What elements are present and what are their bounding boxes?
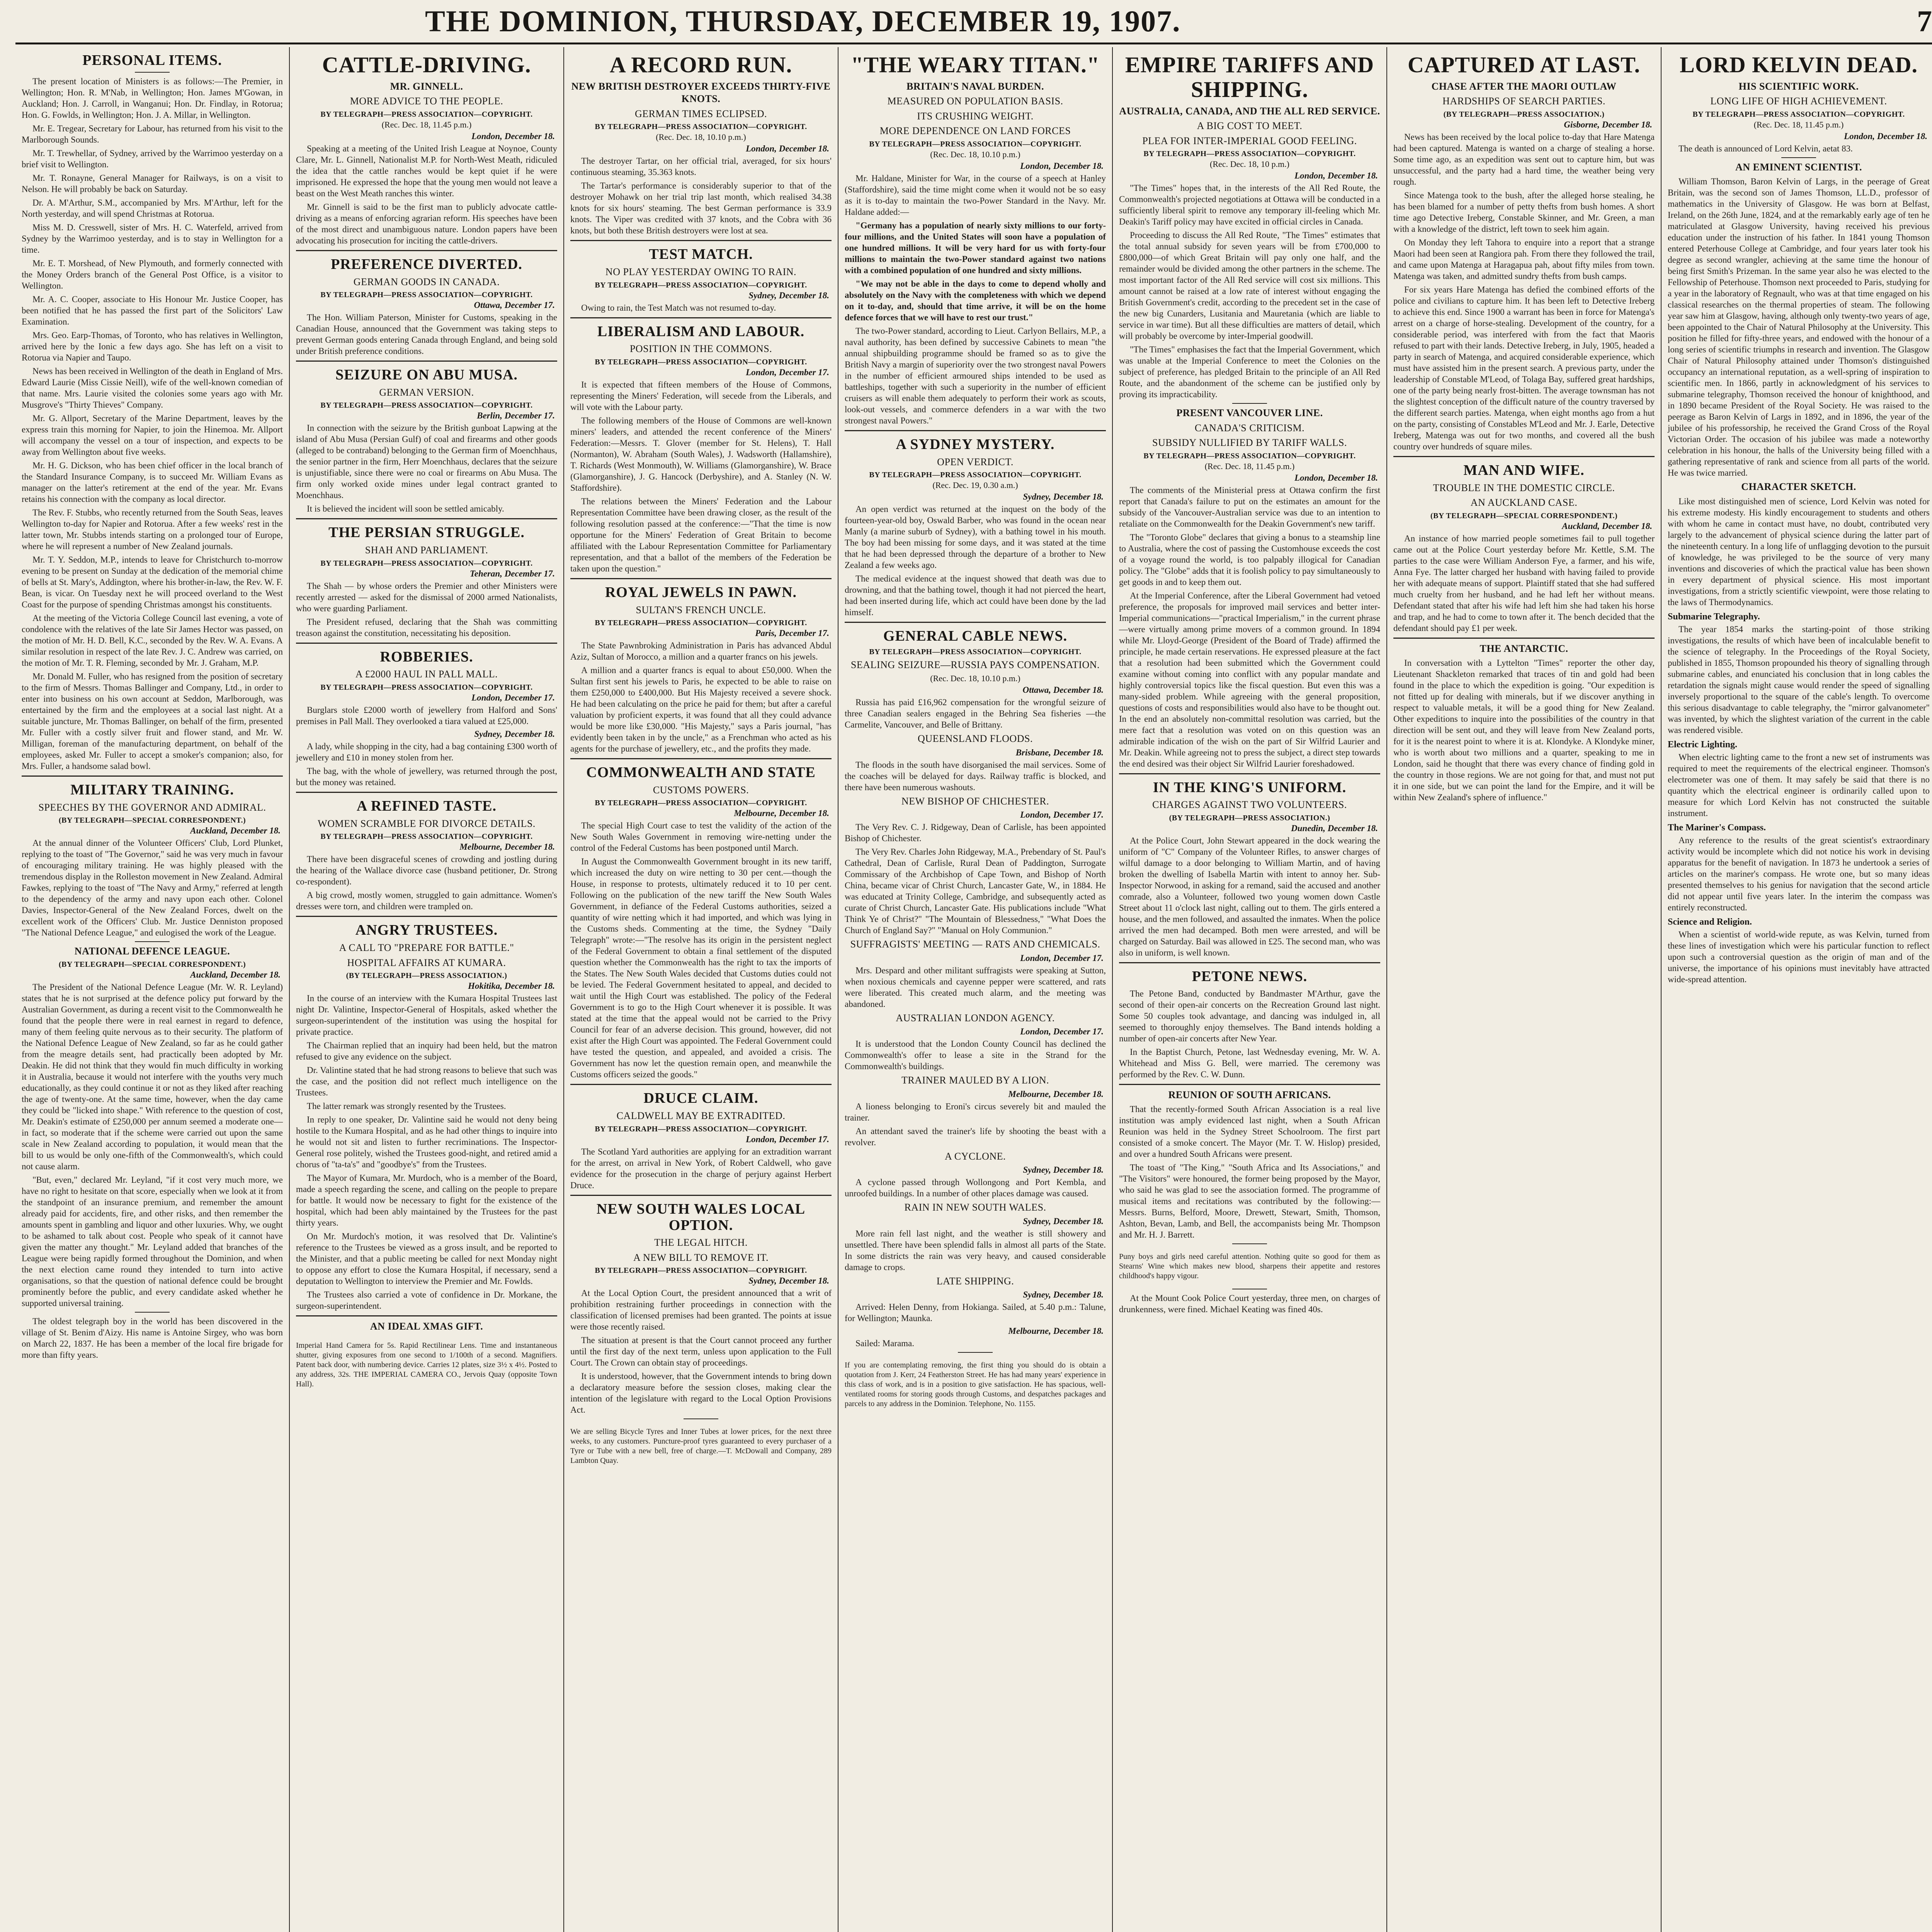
paragraph: Mr. Haldane, Minister for War, in the course of a speech at Hanley (Staffordshire), said the time might come when it would not be so easy as it is to-day to maintain the two-Power Standard in the Navy. Mr. Haldane added:—: [845, 173, 1106, 217]
dateline: Sydney, December 18.: [1023, 492, 1104, 502]
paragraph: A lady, while shopping in the city, had a bag containing £300 worth of jewellery and £10 in money stolen from her.: [296, 741, 557, 762]
subheadline: SUBSIDY NULLIFIED BY TARIFF WALLS.: [1152, 437, 1347, 449]
dateline: Sydney, December 18.: [748, 1276, 829, 1286]
dateline: Gisborne, December 18.: [1564, 119, 1652, 129]
paragraph: The Tartar's performance is considerably superior to that of the destroyer Mohawk on her trial trip last month, which realised 34.38 knots for six hours' steaming. The best German performance is 33.9 knots. The Viper was credited with 37 knots, and the Cobra with 36 knots, but both these British destroyers were lost at sea.: [570, 181, 832, 236]
paragraph: Dr. Valintine stated that he had strong reasons to believe that such was the case, and the position did not reflect much intelligence on the Trustees.: [296, 1065, 557, 1098]
paragraph: Mrs. Despard and other militant suffragists were speaking at Sutton, when noxious chemicals and cayenne pepper were scattered, and rats were liberated. This created much alarm, and the meeting was abandoned.: [845, 965, 1106, 1009]
headline-general-cable-news: GENERAL CABLE NEWS.: [883, 628, 1068, 645]
divider: [845, 430, 1106, 431]
headline-personal-items: PERSONAL ITEMS.: [82, 52, 222, 68]
headline-lord-kelvin-dead: LORD KELVIN DEAD.: [1680, 52, 1918, 77]
byline: BY TELEGRAPH—PRESS ASSOCIATION—COPYRIGHT.: [595, 1124, 807, 1133]
paragraph: At the meeting of the Victoria College Council last evening, a vote of condolence with the relatives of the late Sir James Hector was passed, on the motion of Mr. H. D. Bell, K.C., seconded by the Rev. W. A. Evans. A similar resolution in respect of the late Rev. J. C. Andrew was carried, on the motion of Mr. T. R. Fleming, seconded by Mr. J. Graham, M.P.: [22, 613, 283, 668]
dateline: Sydney, December 18.: [474, 729, 555, 739]
subheadline: OPEN VERDICT.: [937, 456, 1014, 468]
dateline: Sydney, December 18.: [1023, 1290, 1104, 1300]
subheadline: LATE SHIPPING.: [936, 1275, 1014, 1287]
headline-liberalism-labour: LIBERALISM AND LABOUR.: [597, 323, 805, 340]
divider: [296, 643, 557, 644]
paragraph: An attendant saved the trainer's life by shooting the beast with a revolver.: [845, 1126, 1106, 1147]
received-time: (Rec. Dec. 19, 0.30 a.m.): [932, 480, 1018, 490]
paragraph: The comments of the Ministerial press at Ottawa confirm the first report that Canada's failure to put on the estimates an amount for the subsidy of the Vancouver-Australian service was due to an intention to retaliate on the Commonwealth for the Deakin Government's new tariff.: [1119, 485, 1380, 529]
byline: BY TELEGRAPH—PRESS ASSOCIATION—COPYRIGHT.: [869, 139, 1082, 148]
paragraph: Russia has paid £16,962 compensation for the wrongful seizure of three Canadian sealers engaged in the Behring Sea fisheries —the Carmelite, Vancouver, and Belle of Brittany.: [845, 697, 1106, 730]
subheadline: HIS SCIENTIFIC WORK.: [1738, 80, 1859, 92]
divider: [296, 518, 557, 519]
subheadline: PLEA FOR INTER-IMPERIAL GOOD FEELING.: [1142, 135, 1357, 146]
headline-captured-at-last: CAPTURED AT LAST.: [1408, 52, 1640, 77]
paragraph: The relations between the Miners' Federation and the Labour Representation Committee have been drawing closer, as the result of the following resolution passed at the conference:—"That the time is now opportune for the Miners' Federation of Great Britain to become affiliated with the Labour Representation Committee for Parliamentary representation, and that a ballot of the members of the Federation be taken upon the question.": [570, 496, 832, 573]
headline-petone-news: PETONE NEWS.: [1192, 968, 1308, 985]
paragraph: The President of the National Defence League (Mr. W. R. Leyland) states that he is not surprised at the defence policy put forward by the Australian Government, as during a recent visit to the Commonwealth he found that the people there were in real earnest in regard to defence, many of them feeling quite nervous as to their security. The platform of the National Defence League of New Zealand, so far as he could gather from the meagre details sent, had practically been adopted by Mr. Deakin. He did not think that they would fin much difficulty in working it in Australia, because it would not interfere with the youths very much educationally, as they could continue it or not as they liked after reaching the age of twenty-one. At the same time, however, when the day came they could be "licked into shape." With reference to the question of cost, Mr. Deakin's estimate of £250,000 per annum seemed a moderate one—in fact, so moderate that if the scheme were carried out upon the same scale in New Zealand according to population, it would mean that the bill to us would be only one-fifth of the Commonwealth's, which could not cause alarm.: [22, 982, 283, 1171]
headline-nsw-local-option: NEW SOUTH WALES LOCAL OPTION.: [596, 1201, 806, 1233]
subheadline: TRAINER MAULED BY A LION.: [901, 1075, 1049, 1086]
byline: BY TELEGRAPH—PRESS ASSOCIATION—COPYRIGHT.: [595, 619, 807, 628]
headline-seizure-abu-musa: SEIZURE ON ABU MUSA.: [335, 367, 518, 383]
paragraph: The medical evidence at the inquest showed that death was due to drowning, and that the bathing towel, though it had not pierced the heart, had been inserted during life, which act could have been done by the lad himself.: [845, 574, 1106, 617]
byline: BY TELEGRAPH—PRESS ASSOCIATION—COPYRIGHT.: [869, 471, 1082, 480]
paragraph: The following members of the House of Commons are well-known miners' leaders, and attended the recent conference of the Miners' Federation:—Messrs. T. Glover (member for St. Helens), T. Hall (Normanton), W. Abraham (South Wales), J. Wadsworth (Hallamshire), T. Richards (West Monmouth), W. Williams (Glamorganshire), W. Brace (Glamorganshire), J. G. Hancock (Derbyshire), and A. Stanley (N. W. Staffordshire).: [570, 415, 832, 493]
dateline: Auckland, December 18.: [1562, 521, 1652, 531]
subheadline: AUSTRALIA, CANADA, AND THE ALL RED SERVICE.: [1119, 105, 1380, 117]
subheadline: NEW BISHOP OF CHICHESTER.: [901, 795, 1049, 807]
columns: [15, 47, 1932, 1932]
divider: [958, 1352, 993, 1353]
paragraph: Arrived: Helen Denny, from Hokianga. Sailed, at 5.40 p.m.: Talune, for Wellington; Maunka.: [845, 1302, 1106, 1323]
subheadline: LONG LIFE OF HIGH ACHIEVEMENT.: [1710, 95, 1887, 107]
headline-druce-claim: DRUCE CLAIM.: [643, 1090, 759, 1107]
subheadline: CANADA'S CRITICISM.: [1194, 422, 1305, 434]
divider: [1232, 403, 1267, 404]
dateline: London, December 18.: [746, 144, 829, 154]
received-time: (Rec. Dec. 18, 10 p.m.): [1210, 159, 1289, 169]
paragraph: William Thomson, Baron Kelvin of Largs, in the peerage of Great Britain, was the second son of James Thomson, LL.D., professor of mathematics in the University of Glasgow. He was born at Belfast, Ireland, on the 26th June, 1824, and at the remarkably early age of ten he matriculated at Glasgow University, having received his previous education under the instruction of his father. In 1841 young Thomson entered Peterhouse College at Cambridge, and four years later took his degree as second wrangler, achieving at the same time the honour of being first Smith's Prizeman. In the same year also he was elected to the Fellowship of Peterhouse. Thomson next proceeded to Paris, studying for a year in the laboratory of Regnault, who was at that time engaged on his classical researches on the thermal properties of steam. The following year saw him at Glasgow, having, although only twenty-two years of age, been appointed to the Chair of Natural Philosophy at the University. This position he filled for fifty-three years, and endowed with the honour of a long series of scientific triumphs in research and invention. The Glasgow Chair of Natural Philosophy attained under Thomson's distinguished occupancy an international reputation, as a well-spring of inspiration to scientific men. In 1866, partly in acknowledgment of his services to submarine telegraphy, Thomson received the honour of knighthood, and in 1890 became President of the Royal Society. He was raised to the peerage as Baron Kelvin of Largs in 1892, and in 1896, the year of the jubilee of his professorship, he received the Grand Cross of the Royal Victorian Order. The occasion of his jubilee was made a noteworthy celebration in his honour, the halls of the University being filled with a gathering representative of rank and science from all parts of the world. He was twice married.: [1668, 177, 1930, 478]
divider: [1119, 1084, 1380, 1085]
subheadline: A £2000 HAUL IN PALL MALL.: [355, 668, 498, 680]
subheadline: HARDSHIPS OF SEARCH PARTIES.: [1442, 95, 1605, 107]
subheadline: MEASURED ON POPULATION BASIS.: [887, 95, 1063, 107]
subheadline: GERMAN GOODS IN CANADA.: [353, 276, 500, 287]
subheadline: A CALL TO "PREPARE FOR BATTLE.": [339, 942, 514, 954]
dateline: Hokitika, December 18.: [468, 981, 555, 991]
paragraph: In the course of an interview with the Kumara Hospital Trustees last night Dr. Valintine, Inspector-General of Hospitals, asked whether the surgeon-superintendent of the institution was using the hospital for private practice.: [296, 993, 557, 1037]
paragraph: At the annual dinner of the Volunteer Officers' Club, Lord Plunket, replying to the toast of "The Governor," said he was very much in favour of encouraging military training. He was highly pleased with the tremendous display in the Rolleston movement in New Zealand. Admiral Fawkes, replying to the toast of "The Navy and Army," referred at length to the dependency of the army and navy upon each other. Colonel Davies, Inspector-General of the New Zealand Forces, dwelt on the excellent work of the Officers' Club. Mr. Justice Denniston proposed "The National Defence League," and eulogised the work of the League.: [22, 838, 283, 938]
paragraph: A lioness belonging to Eroni's circus severely bit and mauled the trainer.: [845, 1101, 1106, 1122]
paragraph: On Mr. Murdoch's motion, it was resolved that Dr. Valintine's reference to the Trustees be viewed as a gross insult, and be reported to the Minister, and that a public meeting be called for next Monday night to oppose any effort to close the Kumara Hospital, if necessary, send a deputation to Wellington to interview the Premier and Mr. Fowlds.: [296, 1231, 557, 1286]
paragraph: The present location of Ministers is as follows:—The Premier, in Wellington; Hon. R. M'Nab, in Wellington; Hon. James M'Gowan, in Auckland; Hon. J. Carroll, in Wanganui; Hon. Dr. Findlay, in Rotorua; Hon. G. Fowlds, in Wellington; Hon. J. A. Millar, in Wellington.: [22, 76, 283, 120]
byline: BY TELEGRAPH—PRESS ASSOCIATION—COPYRIGHT.: [595, 122, 807, 131]
divider: [684, 1418, 718, 1419]
subheadline: BRITAIN'S NAVAL BURDEN.: [906, 80, 1044, 92]
headline-military-training: MILITARY TRAINING.: [70, 781, 234, 798]
paragraph: In the Baptist Church, Petone, last Wednesday evening, Mr. W. A. Whitehead and Miss G. Bell, were married. The ceremony was performed by the Rev. C. W. Dunn.: [1119, 1047, 1380, 1079]
byline: BY TELEGRAPH—PRESS ASSOCIATION—COPYRIGHT.: [595, 799, 807, 808]
divider: [296, 1315, 557, 1316]
paragraph: Miss M. D. Cresswell, sister of Mrs. H. C. Waterfeld, arrived from Sydney by the Warrimoo yesterday, and is to stay in Wellington for a time.: [22, 222, 283, 255]
paragraph: The floods in the south have disorganised the mail services. Some of the coaches will be delayed for days. Railway traffic is blocked, and there have been numerous washouts.: [845, 760, 1106, 792]
paragraph: At the Police Court, John Stewart appeared in the dock wearing the uniform of "C" Company of the Volunteer Rifles, to answer charges of wilful damage to a door belonging to William Martin, and of having broken the dwelling of Isabella Martin with intent to annoy her. Sub-Inspector Norwood, in asking for a remand, said the accused and another comrade, also a Volunteer, followed two young women down Castle Street about 11 o'clock last night, calling out to them. The girls entered a house, and the men followed, and assaulted the inmates. When the police arrived the men had decamped. Both men were arrested, and will be charged on Saturday. Bail was allowed in £25. The second man, who was also in uniform, is well known.: [1119, 835, 1380, 957]
paragraph: Proceeding to discuss the All Red Route, "The Times" estimates that the total annual subsidy for seven years will be from £700,000 to £800,000—of which Great Britain will pay only one half, and the remainder would be divided among the other partners in the scheme. The most important factor of the All Red service will cost six millions. This amount cannot be raised at a low rate of interest without engaging the British Government's credit, according to the precedent set in the case of the new big Cunarders, Lusitania and Mauretania (which are liable to service in war time). But all these difficulties are matters of detail, which will probably be overcome by inter-Imperial goodwill.: [1119, 230, 1380, 341]
divider: [135, 72, 170, 73]
subheadline: THE LEGAL HITCH.: [654, 1237, 748, 1248]
paragraph: It is believed the incident will soon be settled amicably.: [307, 504, 504, 514]
paragraph: Dr. A. M'Arthur, S.M., accompanied by Mrs. M'Arthur, left for the North yesterday, and will spend Christmas at Rotorua.: [22, 197, 283, 219]
divider: [296, 916, 557, 917]
paragraph: Mr. T. Y. Seddon, M.P., intends to leave for Christchurch to-morrow evening to be present on Sunday at the dedication of the memorial chime of bells at St. Mary's, Addington, where his brother-in-law, the Rev. W. F. Bean, is vicar. On Tuesday next he will proceed overland to the West Coast for the purpose of spending Christmas amongst his constituents.: [22, 554, 283, 609]
paragraph: The Shah — by whose orders the Premier and other Ministers were recently arrested — asked for the dismissal of 2000 armed Nationalists, who were guarding Parliament.: [296, 581, 557, 613]
column-3: [564, 47, 838, 1932]
dateline: Ottawa, December 17.: [474, 300, 555, 310]
dateline: London, December 18.: [1294, 171, 1378, 181]
paragraph: When a scientist of world-wide repute, as was Kelvin, turned from these lines of investigation which were his particular function to reflect upon such a controversial question as the origin of man and of the universe, the importance of his opinions must inevitably have attracted wide-spread attention.: [1668, 929, 1930, 984]
advertisement-text: We are selling Bicycle Tyres and Inner Tubes at lower prices, for the next three weeks, to any customers. Puncture-proof tyres guaranteed to every purchaser of a Tyre or Tube with a new bell, free of charge.—T. McDowall and Company, 289 Lambton Quay.: [570, 1427, 832, 1465]
subheadline: A BIG COST TO MEET.: [1197, 120, 1303, 132]
paragraph: The situation at present is that the Court cannot proceed any further until the first day of the next term, unless upon application to the Full Court. The Crown can obtain stay of proceedings.: [570, 1335, 832, 1368]
headline-empire-tariffs: EMPIRE TARIFFS AND SHIPPING.: [1125, 52, 1374, 102]
paragraph: When electric lighting came to the front a new set of instruments was required to meet the requirements of the electrical engineer. Thomson's electrometer was one of them. It may safely be said that there is no quantity which the electrical engineer is ordinarily called upon to measure for which Lord Kelvin has not constructed the suitable instrument.: [1668, 752, 1930, 818]
dateline: Sydney, December 18.: [1023, 1165, 1104, 1175]
column-7: [1662, 47, 1932, 1932]
paragraph: An open verdict was returned at the inquest on the body of the fourteen-year-old boy, Oswald Barber, who was found in the ocean near Manly (a marine suburb of Sydney), with a bathing towel in his mouth. The boy had been missing for some days, and it was stated at the time that he had been depressed through the departure of a brother to New Zealand a few weeks ago.: [845, 504, 1106, 570]
dateline: Sydney, December 18.: [748, 290, 829, 300]
masthead-rule: [15, 43, 1932, 44]
subheadline: GERMAN VERSION.: [379, 386, 474, 398]
divider: [570, 1084, 832, 1085]
paragraph: The Trustees also carried a vote of confidence in Dr. Morkane, the surgeon-superintendent.: [296, 1290, 557, 1311]
dateline: Melbourne, December 18.: [1008, 1326, 1104, 1336]
subheadline: AN EMINENT SCIENTIST.: [1735, 161, 1862, 173]
byline: (BY TELEGRAPH—SPECIAL CORRESPONDENT.): [1430, 511, 1618, 520]
paragraph: Mrs. Geo. Earp-Thomas, of Toronto, who has relatives in Wellington, arrived here by the Ionic a few days ago. She has left on a visit to Rotorua via Napier and Taupo.: [22, 330, 283, 362]
headline-antarctic: THE ANTARCTIC.: [1480, 643, 1568, 654]
column-6: [1387, 47, 1662, 1932]
dateline: Sydney, December 18.: [1023, 1216, 1104, 1226]
byline: BY TELEGRAPH—PRESS ASSOCIATION—COPYRIGHT.: [320, 559, 533, 568]
byline: BY TELEGRAPH—PRESS ASSOCIATION—COPYRIGHT.: [595, 1266, 807, 1275]
dateline: Melbourne, December 18.: [734, 808, 829, 818]
subheadline: HOSPITAL AFFAIRS AT KUMARA.: [347, 957, 506, 968]
dateline: Brisbane, December 18.: [1015, 747, 1104, 757]
headline-kings-uniform: IN THE KING'S UNIFORM.: [1153, 779, 1347, 796]
dateline: Dunedin, December 18.: [1291, 823, 1378, 833]
column-2: [290, 47, 564, 1932]
dateline: Berlin, December 17.: [477, 411, 555, 421]
byline: BY TELEGRAPH—PRESS ASSOCIATION—COPYRIGHT.: [320, 291, 533, 299]
headline-persian-struggle: THE PERSIAN STRUGGLE.: [328, 524, 525, 541]
received-time: (Rec. Dec. 18, 11.45 p.m.): [1753, 119, 1844, 129]
subheadline: SULTAN'S FRENCH UNCLE.: [636, 604, 766, 616]
paragraph: For six years Hare Matenga has defied the combined efforts of the police and civilians to capture him. It has been left to Detective Ireberg to achieve this end. Since 1900 a warrant has been in force for Matenga's arrest on a charge of horse-stealing. Development of the country, for a considerable period, was interfered with from the fact that Maoris refused to part with their lands. Detective Ireberg, in July, 1905, headed a party in search of Matenga, and acquired considerable experience, which must have assisted him in the present search. A previous party, under the leadership of Constable M'Leod, of Tolaga Bay, suffered great hardships, one of the party being nearly frost-bitten. The average townsman has not the slightest conception of the difficult nature of the country traversed by the different search parties. Matenga, when eight months ago from a hut on the party, consisting of Constables M'Leod and Mr. J. Earle, Detective Ireberg, Matenga was out for two months, and covered all the bush country over hundreds of square miles.: [1393, 284, 1655, 451]
section-label: Submarine Telegraphy.: [1668, 611, 1760, 622]
headline-preference-diverted: PREFERENCE DIVERTED.: [331, 256, 522, 272]
paragraph: A million and a quarter francs is equal to about £50,000. When the Sultan first sent his jewels to Paris, he expected to be able to raise on them £250,000 to £400,000. But His Majesty received a severe shock. He had been calculating on the price he paid for them; but after a careful valuation by proficient experts, it was found that all they could advance would be more like £30,000. "His Majesty," says a Paris journal, "has evidently been taken in by the uncle," as a Frenchman who acted as his agents for the purchase of jewellery, etc., and the profits they made.: [570, 665, 832, 754]
divider: [845, 622, 1106, 623]
paragraph: The Rev. F. Stubbs, who recently returned from the South Seas, leaves Wellington to-day for Napier and Rotorua. After a few weeks' rest in the latter town, Mr. Stubbs intends starting on a prolonged tour of Europe, where he will represent a number of New Zealand journals.: [22, 507, 283, 551]
subheadline: CALDWELL MAY BE EXTRADITED.: [616, 1110, 786, 1122]
divider: [1119, 773, 1380, 774]
paragraph: An instance of how married people sometimes fail to pull together came out at the Police Court yesterday before Mr. Kettle, S.M. The parties to the case were William Anderson Fye, a farmer, and his wife, Anna Fye. The latter charged her husband with having failed to provide her with adequate means of support. Plaintiff stated that she had suffered much cruelty from her husband, and he had left her without means. Defendant stated that after his wife had left him she had taken his horse and trap, and he had to come to town after it. The bench decided that the defendant should pay £1 per week.: [1393, 533, 1655, 633]
subheadline: WOMEN SCRAMBLE FOR DIVORCE DETAILS.: [318, 818, 536, 829]
byline: BY TELEGRAPH—PRESS ASSOCIATION—COPYRIGHT.: [869, 647, 1082, 656]
paragraph: The Very Rev. Charles John Ridgeway, M.A., Prebendary of St. Paul's Cathedral, Dean of Carlisle, Rural Dean of Paddington, Surrogate Commissary of the Archbishop of Cape Town, and Bishop of North China, became vicar of Christ Church, Lancaster Gate, W., in 1884. He was educated at Trinity College, Cambridge, and subsequently acted as curate of Christ Church, Lancaster Gate. His publications include "What Think Ye of Christ?" "The Mountain of Blessedness," "What Does the Church of England Say?" "Manual on Holy Communion.": [845, 847, 1106, 935]
paragraph: The Very Rev. C. J. Ridgeway, Dean of Carlisle, has been appointed Bishop of Chichester.: [845, 822, 1106, 844]
advertisement-text: Imperial Hand Camera for 5s. Rapid Rectilinear Lens. Time and instantaneous shutter, giving exposures from one second to 1/100th of a second. Magnifiers. Patent back door, with numbering device. Carries 12 plates, size 3½ x 4½. Posted to any address, 32s. THE IMPERIAL CAMERA CO., Jervois Quay (opposite Town Hall).: [296, 1341, 557, 1388]
byline: (BY TELEGRAPH—SPECIAL CORRESPONDENT.): [58, 816, 246, 825]
subheadline: MORE DEPENDENCE ON LAND FORCES: [879, 125, 1071, 137]
byline: (BY TELEGRAPH—PRESS ASSOCIATION.): [346, 971, 507, 980]
headline-national-defence-league: NATIONAL DEFENCE LEAGUE.: [74, 946, 230, 957]
dateline: London, December 18.: [1844, 131, 1927, 141]
headline-record-run: A RECORD RUN.: [609, 52, 793, 77]
dateline: Paris, December 17.: [755, 628, 829, 638]
headline-robberies: ROBBERIES.: [380, 648, 473, 665]
byline: BY TELEGRAPH—PRESS ASSOCIATION—COPYRIGHT.: [320, 832, 533, 841]
headline-weary-titan: "THE WEARY TITAN.": [851, 52, 1100, 77]
byline: BY TELEGRAPH—PRESS ASSOCIATION—COPYRIGHT.: [320, 401, 533, 410]
subheadline: NEW BRITISH DESTROYER EXCEEDS THIRTY-FIVE KNOTS.: [571, 80, 831, 105]
paragraph: Speaking at a meeting of the United Irish League at Noynoe, County Clare, Mr. L. Ginnell, Nationalist M.P. for North-West Meath, ridiculed the idea that the cattle ranches would be kept quiet if he were imprisoned. He expressed the hope that the young men would not leave a beast on the West Meath ranches this winter.: [296, 143, 557, 198]
divider: [22, 776, 283, 777]
paragraph: That the recently-formed South African Association is a real live institution was amply evidenced last night, when a South African Reunion was held in the Sydney Street Schoolroom. The first part consisted of a smoke concert. The Mayor (Mr. T. W. Hislop) presided, and over a hundred South Africans were present.: [1119, 1104, 1380, 1159]
headline-test-match: TEST MATCH.: [649, 246, 753, 263]
subheadline: AN AUCKLAND CASE.: [1470, 497, 1578, 509]
subheadline: SUFFRAGISTS' MEETING — RATS AND CHEMICALS.: [850, 939, 1100, 950]
paragraph: In August the Commonwealth Government brought in its new tariff, which increased the duty on wire netting to 30 per cent.—though the House, in response to protests, ultimately reduced it to 10 per cent. Following on the publication of the new tariff the New South Wales Government, in defiance of the Federal Customs authorities, seized a quantity of wire netting which it had imported, and which was lying in the Customs sheds. Commenting at the time, the Sydney "Daily Telegraph" wrote:—"The resolve has its origin in the persistent neglect of the Federal Government to obtain a final settlement of the disputed question whether the Commonwealth has the right to tax the imports of the States. The New South Wales decided that Customs duties could not be levied. The Federal Government hesitated to appeal, and decided to wait until the High Court was established. The policy of the Federal Government is to go to the High Court whenever it is possible. It was stated at the time that the appeal would not be carried to the Privy Council for fear of an adverse decision. This ground, however, did not exist after the High Court was appointed. The Federal Government could have tested the question, and appealed, and avoided a crisis. The Government has now let the question remain open, and meanwhile the Customs officers seized the goods.": [570, 857, 832, 1080]
dateline: London, December 17.: [746, 1134, 829, 1144]
paragraph: At the Local Option Court, the president announced that a writ of prohibition restraining further proceedings in connection with the classification of licensed premises had been granted. The points at issue were those recently raised.: [570, 1288, 832, 1332]
paragraph: Mr. H. G. Dickson, who has been chief officer in the local branch of the Standard Insurance Company, is to succeed Mr. William Evans as manager on the latter's retirement at the end of the year. Mr. Evans retains his connection with the company as local director.: [22, 460, 283, 504]
divider: [1393, 456, 1655, 457]
divider: [570, 578, 832, 579]
paragraph: On Monday they left Tahora to enquire into a report that a strange Maori had been seen at Rangiora pah. From there they followed the trail, and came upon Matenga at Haragapua pah, about fifty miles from town. Matenga was taken, and admitted sundry thefts from bush camps.: [1393, 237, 1655, 281]
byline: BY TELEGRAPH—PRESS ASSOCIATION—COPYRIGHT.: [1143, 451, 1356, 460]
paragraph: Owing to rain, the Test Match was not resumed to-day.: [581, 303, 776, 313]
paragraph: Sailed: Marama.: [855, 1338, 915, 1349]
divider: [1781, 157, 1816, 158]
paragraph: At the Mount Cook Police Court yesterday, three men, on charges of drunkenness, were fined. Michael Keating was fined 40s.: [1119, 1293, 1380, 1315]
paragraph: The Petone Band, conducted by Bandmaster M'Arthur, gave the second of their open-air concerts on the Recreation Ground last night. Some 50 couples took advantage, and dancing was indulged in, all seemed to thoroughly enjoy themselves. The Band intends holding a number of open-air concerts after New Year.: [1119, 988, 1380, 1043]
subheadline: PRESENT VANCOUVER LINE.: [1176, 407, 1323, 419]
paragraph: News has been received by the local police to-day that Hare Matenga had been captured. Matenga is wanted on a charge of stealing a horse. Some time ago, as an expedition was sent out to capture him, but was unsuccessful, and the party had a hard time, the weather being very rough.: [1393, 132, 1655, 187]
paragraph: In reply to one speaker, Dr. Valintine said he would not deny being hostile to the Kumara Hospital, and as he had other things to inquire into he would not sit and listen to further recriminations. The Inspector-General rose politely, wished the Trustees good-night, and retired amid a chorus of "ta-ta's" and "goodbye's" from the Trustees.: [296, 1115, 557, 1170]
column-1: [15, 47, 290, 1932]
divider: [296, 792, 557, 793]
byline: BY TELEGRAPH—PRESS ASSOCIATION—COPYRIGHT.: [1692, 110, 1905, 119]
paragraph: "The Times" emphasises the fact that the Imperial Government, which was unable at the Imperial Conference to meet the Colonies on the subject of preference, has pledged Britain to the principle of an All Red Route, and the abandonment of the scheme can be justified only by proving its impracticability.: [1119, 345, 1380, 400]
paragraph: The Chairman replied that an inquiry had been held, but the matron refused to give any evidence on the subject.: [296, 1041, 557, 1062]
advertisement-text: Puny boys and girls need careful attention. Nothing quite so good for them as Stearns' Wine which makes new blood, sharpens their appetite and restores childhood's happy vigour.: [1119, 1252, 1380, 1281]
subheadline: TROUBLE IN THE DOMESTIC CIRCLE.: [1433, 482, 1615, 493]
paragraph: At the Imperial Conference, after the Liberal Government had vetoed preference, the proposals for improved mail services and better inter-Imperial communications—"practical Imperialism," in the current phrase—were virtually among prime movers of a common ground. In 1894 while Mr. Lloyd-George (President of the Board of Trade) affirmed the principle, he made certain reservations. He expressed pleasure at the fact that a resolution had been submitted which the Government could examine without coming into conflict with any popular mandate and highly controversial topics like the fiscal question. But even this was a many-sided problem. While agreeing with the general proposition, questions of costs and responsibilities would also have to be thought out. In the end an absolutely non-committal resolution was carried, but the mere fact that a resolution was voted on on this question was an admirable indication of the wish on the part of Sir Wilfrid Laurier and Mr. Deakin. While agreeing not to press the subject, a direct step towards the end desired was their object Sir Wilfrid Laurier foreshadowed.: [1119, 590, 1380, 769]
headline-royal-jewels: ROYAL JEWELS IN PAWN.: [605, 584, 797, 600]
paragraph: In conversation with a Lyttelton "Times" reporter the other day, Lieutenant Shackleton remarked that traces of tin and gold had been found in the place to which the expedition is going. "Our expedition is not fitted up for dealing with minerals, but if we discover anything in respect to valuable metals, it will be a good thing for New Zealand. Other expeditions to inquire into the possibilities of the country in that direction will be sent out, and they will leave from New Zealand ports, for it is the nearest point to where it is at. Klondyke. A Klondyke miner, who is worth about two millions and a quarter, speaking to me in London, said he thought that there was every chance of finding gold in the country in those regions. We are not going for that, and must not put it in one side, but we can point the land for the Empire, and it will be within New Zealand's sphere of influence.": [1393, 658, 1655, 803]
paragraph: Mr. E. Tregear, Secretary for Labour, has returned from his visit to the Marlborough Sounds.: [22, 123, 283, 145]
dateline: Melbourne, December 18.: [1008, 1089, 1104, 1099]
divider: [1393, 638, 1655, 639]
dateline: London, December 17.: [1020, 810, 1104, 820]
masthead: [425, 4, 1932, 39]
subheadline: GERMAN TIMES ECLIPSED.: [634, 108, 767, 119]
divider: [296, 361, 557, 362]
dateline: Auckland, December 18.: [190, 826, 281, 836]
dateline: Melbourne, December 18.: [459, 842, 555, 852]
divider: [1119, 962, 1380, 963]
divider: [135, 941, 170, 942]
received-time: (Rec. Dec. 18, 11.45 p.m.): [381, 119, 472, 129]
subheadline: RAIN IN NEW SOUTH WALES.: [904, 1202, 1046, 1213]
paragraph: A cyclone passed through Wollongong and Port Kembla, and unroofed buildings. In a number of other places damage was caused.: [845, 1177, 1106, 1199]
headline-commonwealth-state: COMMONWEALTH AND STATE: [586, 764, 816, 781]
dateline: London, December 18.: [1294, 473, 1378, 483]
headline-refined-taste: A REFINED TASTE.: [357, 798, 497, 814]
byline: (BY TELEGRAPH—PRESS ASSOCIATION.): [1443, 110, 1605, 119]
page-number: 7: [1917, 4, 1932, 38]
subheadline: SHAH AND PARLIAMENT.: [365, 544, 488, 556]
paragraph: The toast of "The King," "South Africa and Its Associations," and "The Visitors" were honoured, the former being proposed by the Mayor, who said he was glad to see the association formed. The programme of musical items and recitations was contributed by the following:—Messrs. Burns, Belford, Moore, Drewett, Stewart, Smith, Thomson, Ashton, Bevan, Lamb, and Bell, the accompanists being Mr. Thompson and Mr. H. J. Barrett.: [1119, 1163, 1380, 1240]
divider: [570, 1195, 832, 1196]
paragraph: "We may not be able in the days to come to depend wholly and absolutely on the Navy with the completeness with which we depend on it to-day, and, should that time arrive, it will be on the home defence forces that we will have to rest our trust.": [845, 279, 1106, 322]
subheadline: SPEECHES BY THE GOVERNOR AND ADMIRAL.: [38, 801, 266, 813]
paragraph: Mr. Ginnell is said to be the first man to publicly advocate cattle-driving as a means of enforcing agrarian reform. His speeches have been of the most direct and unambiguous nature. London papers have been advocating his prosecution for inciting the cattle-drivers.: [296, 202, 557, 245]
paragraph: The President refused, declaring that the Shah was committing treason against the constitution, necessitating his deposition.: [296, 617, 557, 638]
byline: BY TELEGRAPH—PRESS ASSOCIATION—COPYRIGHT.: [320, 110, 533, 119]
dateline: London, December 17.: [746, 367, 829, 377]
paragraph: Burglars stole £2000 worth of jewellery from Halford and Sons' premises in Pall Mall. They overlooked a tiara valued at £25,000.: [296, 705, 557, 726]
paragraph: The latter remark was strongly resented by the Trustees.: [307, 1101, 506, 1111]
paragraph: The two-Power standard, according to Lieut. Carlyon Bellairs, M.P., a naval authority, has been defined by successive Cabinets to mean "the annual shipbuilding programme should be framed so as to give the British Navy a margin of superiority over the two strongest naval Powers in the number of efficient armoured ships intended to be used as battleships, together with such a superiority in the number of efficient cruisers as will enable them adequately to perform their work as scouts, look-out vessels, and commerce defenders in a war with the two strongest naval Powers.": [845, 326, 1106, 425]
section-label: Electric Lighting.: [1668, 739, 1737, 750]
paragraph: "The Times" hopes that, in the interests of the All Red Route, the Commonwealth's projected negotiations at Ottawa will be conducted in a sufficiently liberal spirit to remove any temporary ill-feeling which Mr. Deakin's Tariff policy may have excited in official circles in Canada.: [1119, 183, 1380, 227]
paragraph: Since Matenga took to the bush, after the alleged horse stealing, he has been blamed for a number of petty thefts from bush homes. A short time ago Detective Ireberg, Constable Skinner, and Mr. Green, a man with a knowledge of the district, left town to seek him again.: [1393, 190, 1655, 234]
subheadline: SEALING SEIZURE—RUSSIA PAYS COMPENSATION.: [850, 659, 1100, 670]
divider: [570, 240, 832, 241]
subheadline: POSITION IN THE COMMONS.: [629, 343, 772, 355]
byline: (BY TELEGRAPH—SPECIAL CORRESPONDENT.): [58, 960, 246, 969]
dateline: London, December 17.: [1020, 953, 1104, 963]
paragraph: It is expected that fifteen members of the House of Commons, representing the Miners' Federation, will secede from the Liberals, and will vote with the Labour party.: [570, 379, 832, 412]
dateline: Teheran, December 17.: [469, 568, 555, 578]
masthead-title: THE DOMINION, THURSDAY, DECEMBER 19, 1907.: [425, 4, 1181, 38]
advertisement-text: If you are contemplating removing, the first thing you should do is obtain a quotation from J. Kerr, 24 Featherston Street. He has had many years' experience in this class of work, and is in a position to give satisfaction. He has spacious, well-ventilated rooms for storing goods through Customs, and despatches packages and parcels to any address in the Dominion. Telephone, No. 1155.: [845, 1361, 1106, 1408]
byline: BY TELEGRAPH—PRESS ASSOCIATION—COPYRIGHT.: [595, 357, 807, 366]
received-time: (Rec. Dec. 18, 10.10 p.m.): [656, 132, 746, 142]
section-label: Science and Religion.: [1668, 917, 1752, 927]
dateline: Ottawa, December 18.: [1022, 685, 1104, 695]
dateline: London, December 18.: [471, 131, 555, 141]
subheadline: CUSTOMS POWERS.: [653, 784, 749, 796]
headline-reunion-south-africans: REUNION OF SOUTH AFRICANS.: [1168, 1089, 1331, 1100]
divider: [296, 250, 557, 251]
byline: BY TELEGRAPH—PRESS ASSOCIATION—COPYRIGHT.: [595, 281, 807, 289]
subheadline: MORE ADVICE TO THE PEOPLE.: [350, 95, 503, 107]
paragraph: The Scotland Yard authorities are applying for an extradition warrant for the arrest, on arrival in New York, of Robert Caldwell, who gave evidence for the prosecution in the charge of perjury against Herbert Druce.: [570, 1146, 832, 1190]
byline: BY TELEGRAPH—PRESS ASSOCIATION—COPYRIGHT.: [1143, 150, 1356, 158]
subheadline: ITS CRUSHING WEIGHT.: [917, 110, 1034, 122]
divider: [1232, 1243, 1267, 1244]
paragraph: News has been received in Wellington of the death in England of Mrs. Edward Laurie (Miss Cissie Neill), wife of the well-known comedian of that name. Mrs. Laurie visited the colonies some years ago with Mr. Musgrove's "Thirty Thieves" Company.: [22, 366, 283, 410]
received-time: (Rec. Dec. 18, 10.10 p.m.): [930, 673, 1020, 684]
dateline: London, December 18.: [1020, 161, 1104, 171]
dateline: Auckland, December 18.: [190, 969, 281, 980]
paragraph: Mr. A. C. Cooper, associate to His Honour Mr. Justice Cooper, has been notified that he has passed the first part of the Solicitors' Law Examination.: [22, 294, 283, 327]
paragraph: The death is announced of Lord Kelvin, aetat 83.: [1679, 143, 1853, 153]
divider: [570, 758, 832, 759]
byline: BY TELEGRAPH—PRESS ASSOCIATION—COPYRIGHT.: [320, 683, 533, 692]
received-time: (Rec. Dec. 18, 11.45 p.m.): [1204, 461, 1295, 471]
paragraph: There have been disgraceful scenes of crowding and jostling during the hearing of the Wallace divorce case (husband petitioner, Dr. Strong co-respondent).: [296, 854, 557, 887]
headline-sydney-mystery: A SYDNEY MYSTERY.: [896, 436, 1055, 452]
paragraph: The bag, with the whole of jewellery, was returned through the post, but the money was retained.: [296, 766, 557, 787]
paragraph: The Hon. William Paterson, Minister for Customs, speaking in the Canadian House, announced that the Government was taking steps to prevent German goods entering Canada through England, and being sold under British preference conditions.: [296, 313, 557, 356]
paragraph: The Mayor of Kumara, Mr. Murdoch, who is a member of the Board, made a speech regarding the scene, and calling on the people to prepare for battle. It would now be necessary to fight for the existence of the hospital, which had been ably maintained by the Trustees for the past thirty years.: [296, 1173, 557, 1228]
column-4: [838, 47, 1113, 1932]
paragraph: A big crowd, mostly women, struggled to gain admittance. Women's dresses were torn, and children were trampled on.: [296, 890, 557, 912]
divider: [570, 317, 832, 318]
subheadline: MR. GINNELL.: [390, 80, 463, 92]
paragraph: Like most distinguished men of science, Lord Kelvin was noted for his extreme modesty. His kindly encouragement to students and others with whom he came in contact must have, no doubt, contributed very largely to the advancement of physical science during the latter part of the nineteenth century. In a long life of unflagging devotion to the pursuit of knowledge, he was privileged to be the source of very many inventions and discoveries of which the practical value has been shown in every department of physical science. His most important investigations, from a strictly scientific viewpoint, were those relating to the laws of Thermodynamics.: [1668, 496, 1930, 607]
headline-ideal-xmas-gift: AN IDEAL XMAS GIFT.: [370, 1321, 483, 1332]
subheadline: CHASE AFTER THE MAORI OUTLAW: [1431, 80, 1617, 92]
paragraph: The special High Court case to test the validity of the action of the New South Wales Government in removing wire-netting under the control of the Federal Customs has been postponed until March.: [570, 821, 832, 853]
subheadline: CHARACTER SKETCH.: [1741, 481, 1856, 493]
divider: [135, 1312, 170, 1313]
paragraph: Any reference to the results of the great scientist's extraordinary activity would be incomplete which did not notice his work in devising apparatus for the benefit of navigation. In 1873 he undertook a series of articles on the mariner's compass. He wrote one, but so many ideas presented themselves to his genius for navigation that the second article did not appear until five years later. In the interim the compass was entirely reconstructed.: [1668, 835, 1930, 912]
paragraph: The State Pawnbroking Administration in Paris has advanced Abdul Aziz, Sultan of Morocco, a million and a quarter francs on his jewels.: [570, 641, 832, 662]
paragraph: It is understood that the London County Council has declined the Commonwealth's offer to lease a site in the Strand for the Commonwealth's buildings.: [845, 1039, 1106, 1071]
received-time: (Rec. Dec. 18, 10.10 p.m.): [930, 149, 1020, 159]
paragraph: The oldest telegraph boy in the world has been discovered in the village of St. Benim d'Aizy. His name is Antoine Sirgey, who was born on March 22, 1837. He has been a member of the local fire brigade for more than fifty years.: [22, 1316, 283, 1360]
paragraph: Mr. G. Allport, Secretary of the Marine Department, leaves by the express train this morning for Napier, to join the Hinemoa. Mr. Allport will accompany the vessel on a tour of inspection, and expects to be away from Wellington about five weeks.: [22, 413, 283, 457]
paragraph: Mr. Donald M. Fuller, who has resigned from the position of secretary to the firm of Messrs. Thomas Ballinger and Company, Ltd., in order to enter into business on his own account at Seddon, Marlborough, was entertained by the firm and the employees at a social last night. At a suitable juncture, Mr. Thomas Ballinger, on behalf of the firm, presented Mr. Fuller with a costly silver fruit and flower stand, and Mr. W. Milligan, foreman of the manufacturing department, on behalf of the employees, asked Mr. Fuller to accept a smoker's companion; also, for Mrs. Fuller, a handsome salad bowl.: [22, 671, 283, 771]
subheadline: AUSTRALIAN LONDON AGENCY.: [896, 1012, 1055, 1024]
dateline: London, December 17.: [471, 692, 555, 702]
headline-angry-trustees: ANGRY TRUSTEES.: [355, 922, 498, 939]
headline-cattle-driving: CATTLE-DRIVING.: [322, 52, 531, 77]
paragraph: Mr. T. Trewhellar, of Sydney, arrived by the Warrimoo yesterday on a brief visit to Wellington.: [22, 148, 283, 169]
subheadline: NO PLAY YESTERDAY OWING TO RAIN.: [605, 266, 797, 278]
paragraph: In connection with the seizure by the British gunboat Lapwing at the island of Abu Musa (Persian Gulf) of coal and firearms and other goods (alleged to be contraband) belonging to the German firm of Moenchhaus, the senior partner in the firm, Herr Moenchhaus, declares that the seizure is unjustifiable, since there were no coal or firearms on Abu Musa. The firm only worked oxide mines under legal contract granted to Moenchhaus.: [296, 423, 557, 500]
column-5: [1113, 47, 1387, 1932]
paragraph: The destroyer Tartar, on her official trial, averaged, for six hours' continuous steaming, 35.363 knots.: [570, 156, 832, 177]
subheadline: A NEW BILL TO REMOVE IT.: [633, 1252, 769, 1263]
paragraph: "But, even," declared Mr. Leyland, "if it cost very much more, we have no right to hesitate on that score, especially when we look at it from the standpoint of an insurance premium, and remember the amount already paid for accidents, fire, and other risks, and then remember the amounts spent in gambling and liquor and other luxuries. Why, we ought to be ashamed to talk about cost. People who speak of it cannot have given the matter any thought." Mr. Leyland added that branches of the League were being rapidly formed throughout the Dominion, and when the next election came round they intended to turn into active organisations, so that the question of national defence could be brought prominently before the public, and every candidate asked whether he supported universal training.: [22, 1175, 283, 1308]
subheadline: CHARGES AGAINST TWO VOLUNTEERS.: [1152, 799, 1347, 811]
subheadline: QUEENSLAND FLOODS.: [918, 733, 1033, 745]
paragraph: More rain fell last night, and the weather is still showery and unsettled. There have been splendid falls in almost all parts of the State. In some districts the rain was very heavy, and caused considerable damage to crops.: [845, 1228, 1106, 1272]
headline-man-and-wife: MAN AND WIFE.: [1463, 462, 1585, 478]
paragraph: The "Toronto Globe" declares that giving a bonus to a steamship line to Australia, where the cost of passing the Customhouse exceeds the cost of a voyage round the world, is too palpably illogical for Canadian policy. The "Globe" adds that it is foolish policy to pay simultaneously to get goods in and to keep them out.: [1119, 532, 1380, 587]
paragraph: Mr. E. T. Morshead, of New Plymouth, and formerly connected with the Money Orders branch of the General Post Office, is a visitor to Wellington.: [22, 258, 283, 291]
paragraph: The year 1854 marks the starting-point of those striking investigations, the results of which have been of incalculable benefit to the science of telegraphy. In the Proceedings of the Royal Society, published in 1855, Thomson propounded his theory of signalling through submarine cables, and enunciated his conclusion that in long cables the retardation the signals might cause would render the speed of signalling inversely proportional to the square of the cable's length. To overcome this serious disadvantage to cable telegraphy, the "mirror galvanometer" was invented, by which the slightest variation of the current in the cable was rendered visible.: [1668, 624, 1930, 735]
paragraph: Mr. T. Ronayne, General Manager for Railways, is on a visit to Nelson. He will probably be back on Saturday.: [22, 173, 283, 194]
paragraph: "Germany has a population of nearly sixty millions to our forty-four millions, and the United States will soon have a population of one hundred millions. It will be very hard for us with forty-four millions to maintain the two-Power standard against two nations with a combined population of one hundred and sixty millions.: [845, 220, 1106, 275]
subheadline: A CYCLONE.: [944, 1150, 1006, 1162]
byline: (BY TELEGRAPH—PRESS ASSOCIATION.): [1169, 813, 1330, 822]
section-label: The Mariner's Compass.: [1668, 822, 1766, 833]
dateline: London, December 17.: [1020, 1027, 1104, 1037]
paragraph: It is understood, however, that the Government intends to bring down a declaratory measure before the session closes, making clear the intention of the legislature with regard to the Local Option Provisions Act.: [570, 1371, 832, 1415]
